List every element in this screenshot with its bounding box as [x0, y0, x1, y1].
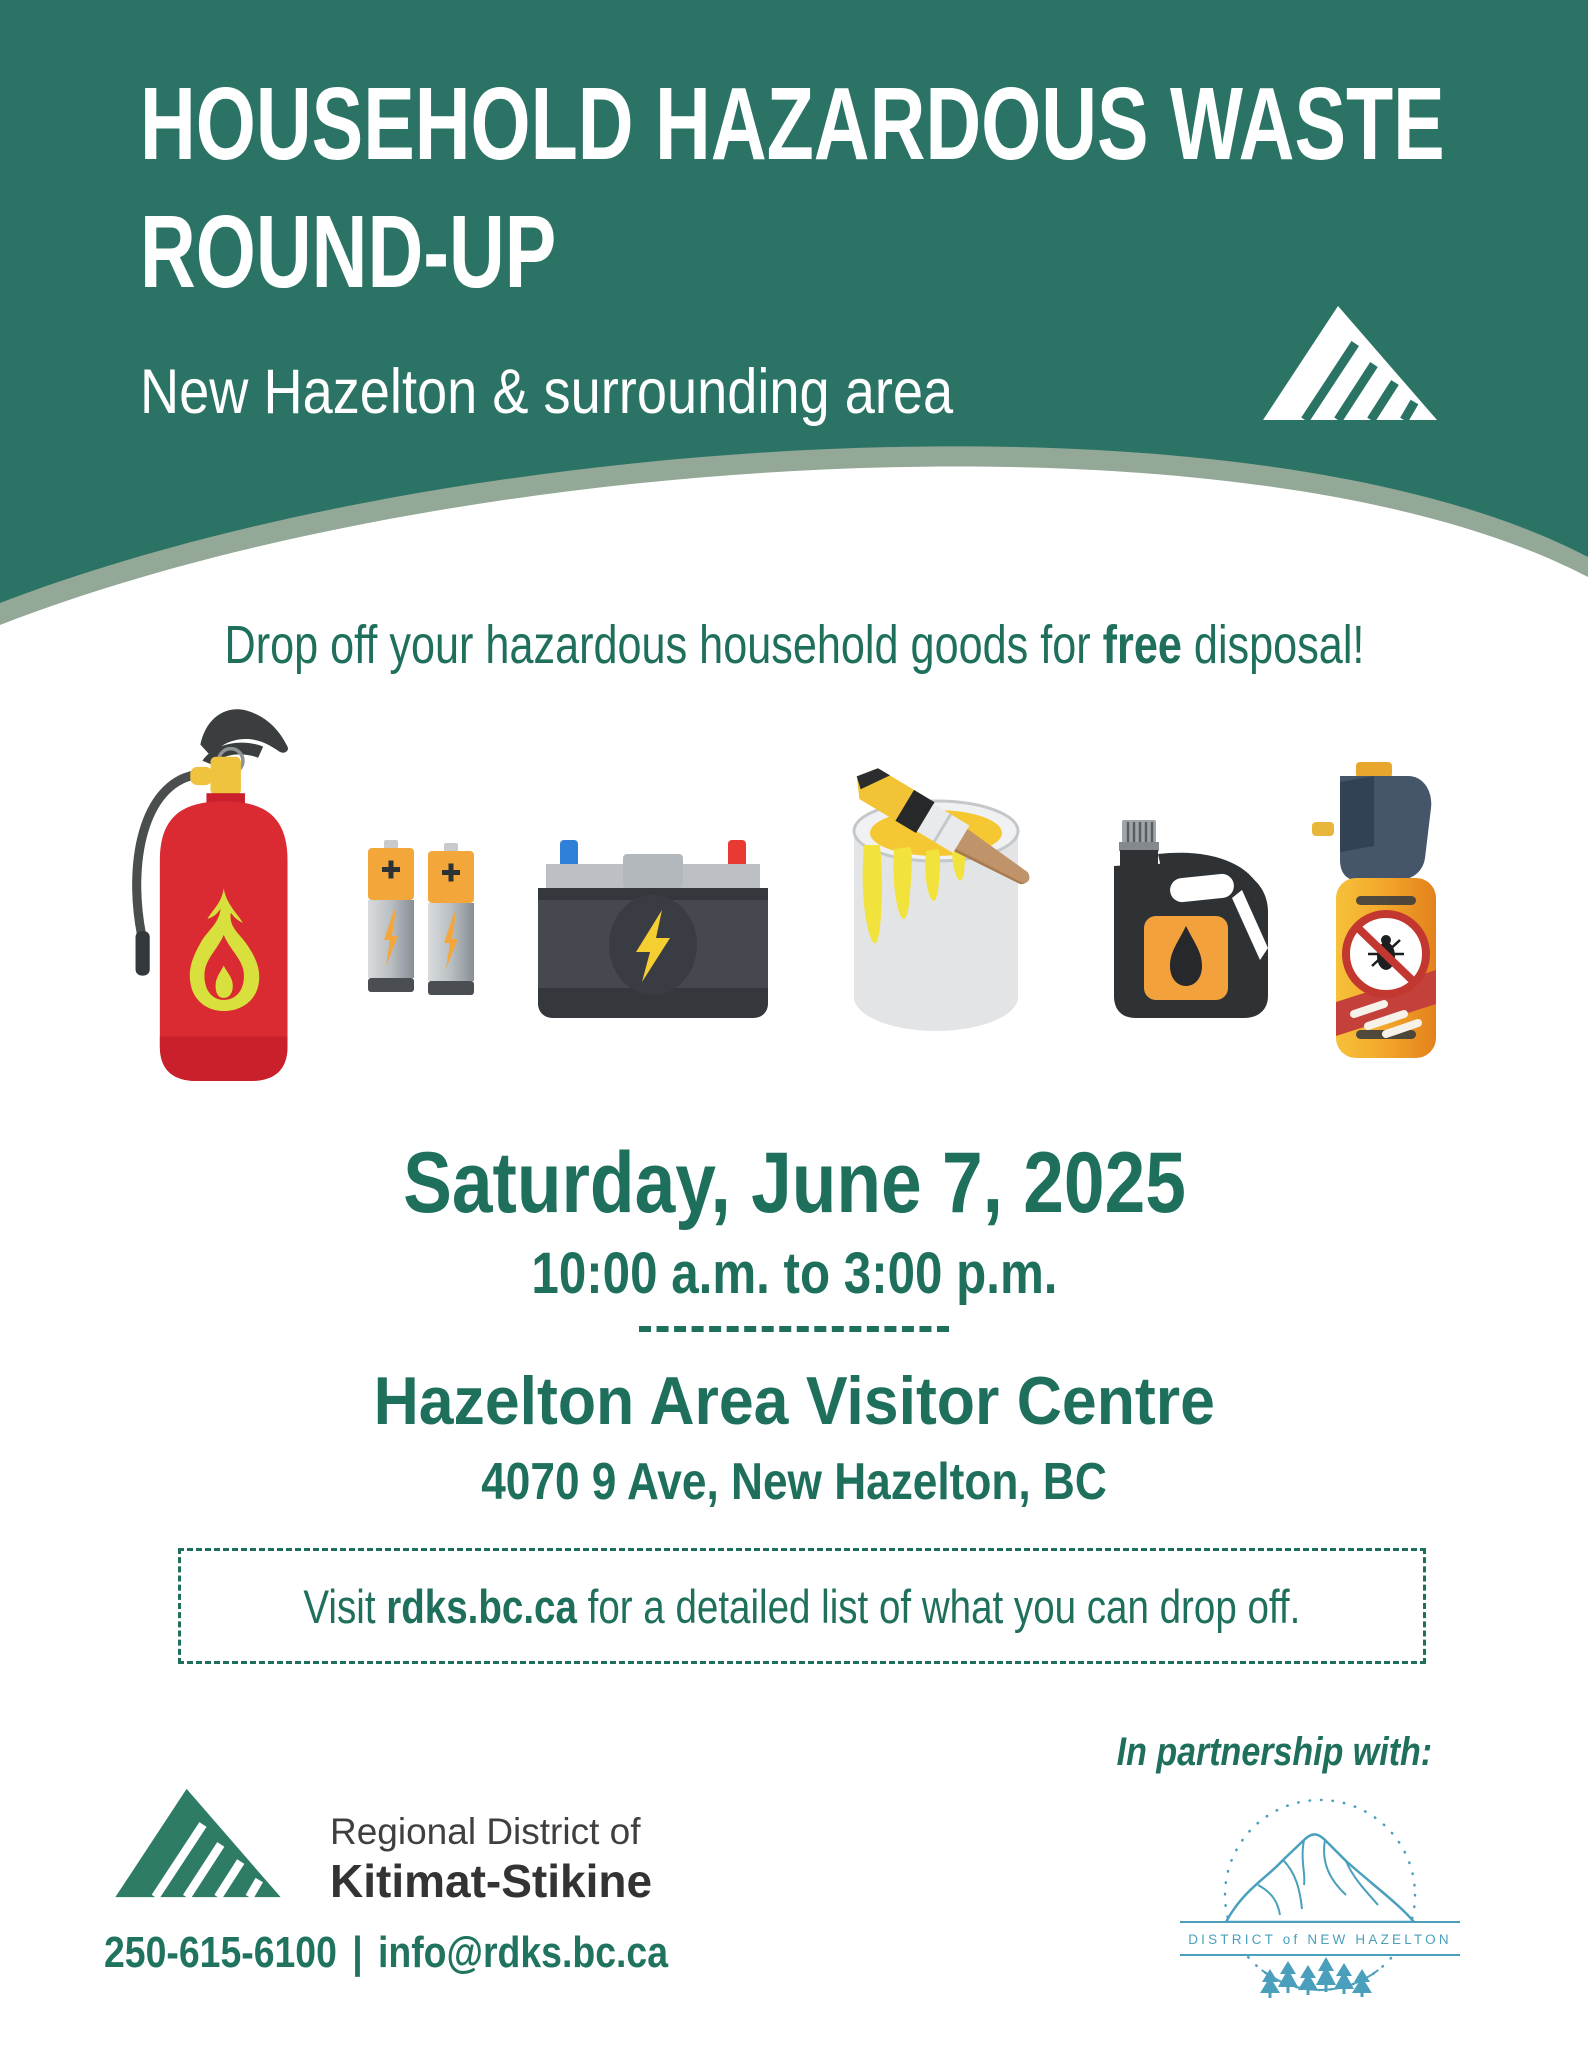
bug-spray-icon — [1312, 762, 1462, 1062]
tagline: Drop off your hazardous household goods for free disposal! — [224, 615, 1364, 675]
oil-jug-icon — [1092, 820, 1272, 1020]
rdks-mountain-footer-icon — [112, 1786, 284, 1900]
car-battery-icon — [538, 840, 768, 1018]
batteries-icon — [368, 840, 478, 998]
partnership-label: In partnership with: — [1116, 1730, 1432, 1774]
title-line-2: ROUND-UP — [140, 193, 557, 309]
title-line-1: HOUSEHOLD HAZARDOUS WASTE — [140, 66, 1445, 181]
dashed-separator — [639, 1326, 949, 1332]
subtitle: New Hazelton & surrounding area — [140, 357, 954, 427]
free-emphasis: free — [1102, 615, 1182, 675]
phone-number: 250-615-6100 — [104, 1928, 337, 1977]
rdks-mountain-icon — [1260, 302, 1440, 424]
info-box: Visit rdks.bc.ca for a detailed list of what you can drop off. — [178, 1548, 1426, 1664]
district-logo-text: DISTRICT of NEW HAZELTON — [1188, 1932, 1452, 1947]
contact-separator: | — [352, 1928, 363, 1977]
rdks-org-name: Regional District of Kitimat-Stikine — [330, 1811, 653, 1908]
paint-can-icon — [836, 757, 1036, 1047]
page-title — [140, 60, 1588, 315]
contact-row — [104, 1928, 768, 1978]
event-time: 10:00 a.m. to 3:00 p.m. — [530, 1241, 1058, 1306]
website-text: rdks.bc.ca — [386, 1579, 578, 1633]
fire-extinguisher-icon — [112, 700, 307, 1085]
district-new-hazelton-logo — [1178, 1785, 1462, 2025]
trees — [1260, 1957, 1372, 1998]
event-date: Saturday, June 7, 2025 — [402, 1135, 1186, 1231]
email-address: info@rdks.bc.ca — [377, 1928, 669, 1977]
event-venue: Hazelton Area Visitor Centre — [373, 1363, 1215, 1439]
event-address: 4070 9 Ave, New Hazelton, BC — [481, 1453, 1107, 1511]
